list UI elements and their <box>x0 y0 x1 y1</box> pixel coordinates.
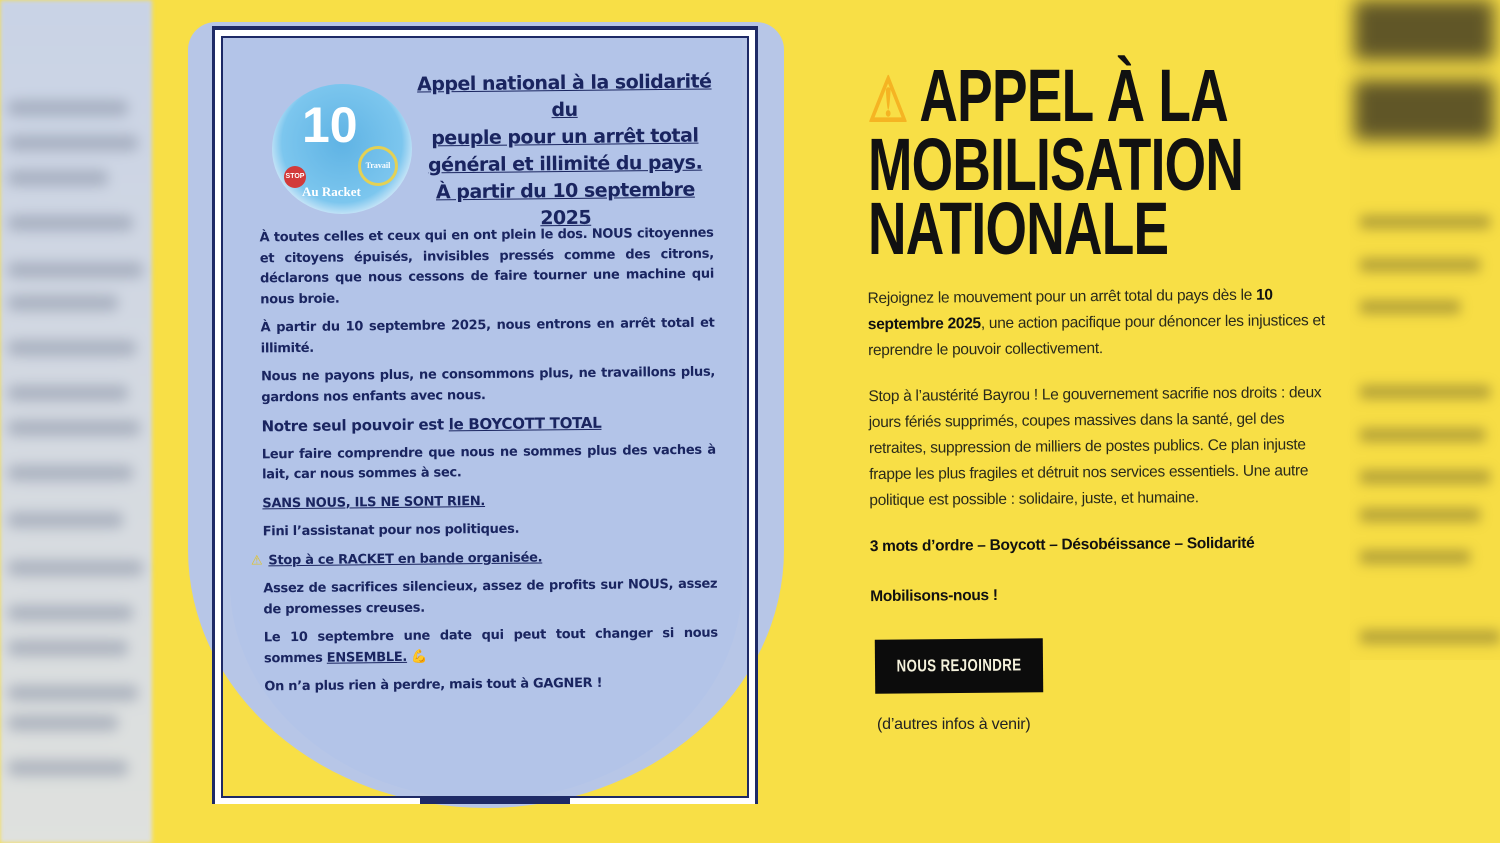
flyer-paragraph <box>264 624 718 670</box>
mobilisons-text: Mobilisons-nous ! <box>870 586 998 606</box>
flyer-paragraph: Assez de sacrifices silencieux, assez de profits sur NOUS, assez de promesses creuses. <box>263 576 718 617</box>
flyer-title-line: peuple pour un arrêt total <box>431 124 699 150</box>
warning-icon: ⚠ <box>250 552 263 568</box>
heading-line: MOBILISATION <box>868 123 1244 206</box>
page-body <box>868 282 1346 630</box>
warning-icon: ⚠ <box>868 66 908 135</box>
logo-number: 10 <box>302 97 358 153</box>
logo-text: Au Racket <box>302 184 361 199</box>
flyer-title-line: Appel national à la solidarité du <box>416 70 712 122</box>
flyer-title <box>409 68 721 233</box>
more-info-note: (d’autres infos à venir) <box>877 716 1031 733</box>
logo-stop-sign: STOP <box>284 166 306 188</box>
flyer-text: Notre seul pouvoir est <box>261 415 449 436</box>
flyer-paragraph <box>250 546 717 571</box>
mots-text: 3 mots d’ordre – Boycott – Désobéissance – Solidarité <box>869 534 1255 556</box>
page-heading <box>868 54 1244 270</box>
flyer-paragraph: Fini l’assistanat pour nos politiques. <box>262 521 520 540</box>
flyer-paragraph: Leur faire comprendre que nous ne sommes plus des vaches à lait, car nous sommes à sec. <box>261 442 716 483</box>
flyer-underlined: SANS NOUS, ILS NE SONT RIEN. <box>262 493 486 511</box>
logo-crossed-work: Travail <box>358 146 398 186</box>
flyer-text: Le 10 septembre une date qui peut tout changer si nous sommes <box>263 625 718 666</box>
mobilisons-paragraph <box>870 580 1345 610</box>
mots-paragraph <box>870 530 1345 560</box>
flyer-title-line: général et illimité du pays. <box>427 151 703 177</box>
flyer-paragraph <box>262 489 716 514</box>
intro-text: Rejoignez le mouvement pour un arrêt total du pays dès le <box>867 286 1257 308</box>
flyer-paragraph: Nous ne payons plus, ne consommons plus, ne travaillons plus, gardons nos enfants avec nous. <box>260 364 716 405</box>
flyer-paragraph: On n’a plus rien à perdre, mais tout à GAGNER ! <box>264 675 603 695</box>
flyer-body <box>250 224 719 706</box>
blurred-background-right <box>1350 0 1500 843</box>
flyer-underlined: le BOYCOTT TOTAL <box>448 413 602 434</box>
austerity-paragraph: Stop à l’austérité Bayrou ! Le gouvernement sacrifie nos droits : deux jours fériés supprimés, coupes massives dans la santé, gel des retraites, suppression de milliers de postes publics. Ce plan injuste frappe les plus fragiles et détruit nos services essentiels. Une autre politique est possible : solidaire, juste, et humaine. <box>868 384 1322 510</box>
intro-text: , une action pacifique pour dénoncer les injustices et reprendre le pouvoir collectivement. <box>867 312 1325 360</box>
flyer-frame-bottom <box>420 798 570 804</box>
heading-line: NATIONALE <box>868 187 1169 270</box>
flexed-biceps-icon: 💪 <box>411 649 428 665</box>
flyer-underlined: ENSEMBLE. <box>326 649 408 666</box>
flyer-title-line: À partir du 10 septembre 2025 <box>435 178 695 230</box>
flyer-paragraph: À partir du 10 septembre 2025, nous entrons en arrêt total et illimité. <box>260 315 715 356</box>
join-button-label: NOUS REJOINDRE <box>896 655 1022 676</box>
heading-line: APPEL À LA <box>919 54 1229 137</box>
intro-paragraph <box>868 282 1344 364</box>
intro-date: 10 septembre 2025 <box>867 286 1273 334</box>
blurred-background-left <box>0 0 152 843</box>
flyer-logo <box>272 84 412 214</box>
join-button[interactable] <box>875 638 1043 693</box>
flyer-paragraph: À toutes celles et ceux qui en ont plein le dos. NOUS citoyennes et citoyens épuisés, invisibles pressés comme des citrons, déclarons que nous cessons de faire tourner une machine qui nous broie. <box>259 225 715 307</box>
flyer-boycott-line <box>261 412 715 437</box>
flyer-underlined: Stop à ce RACKET en bande organisée. <box>268 549 543 568</box>
